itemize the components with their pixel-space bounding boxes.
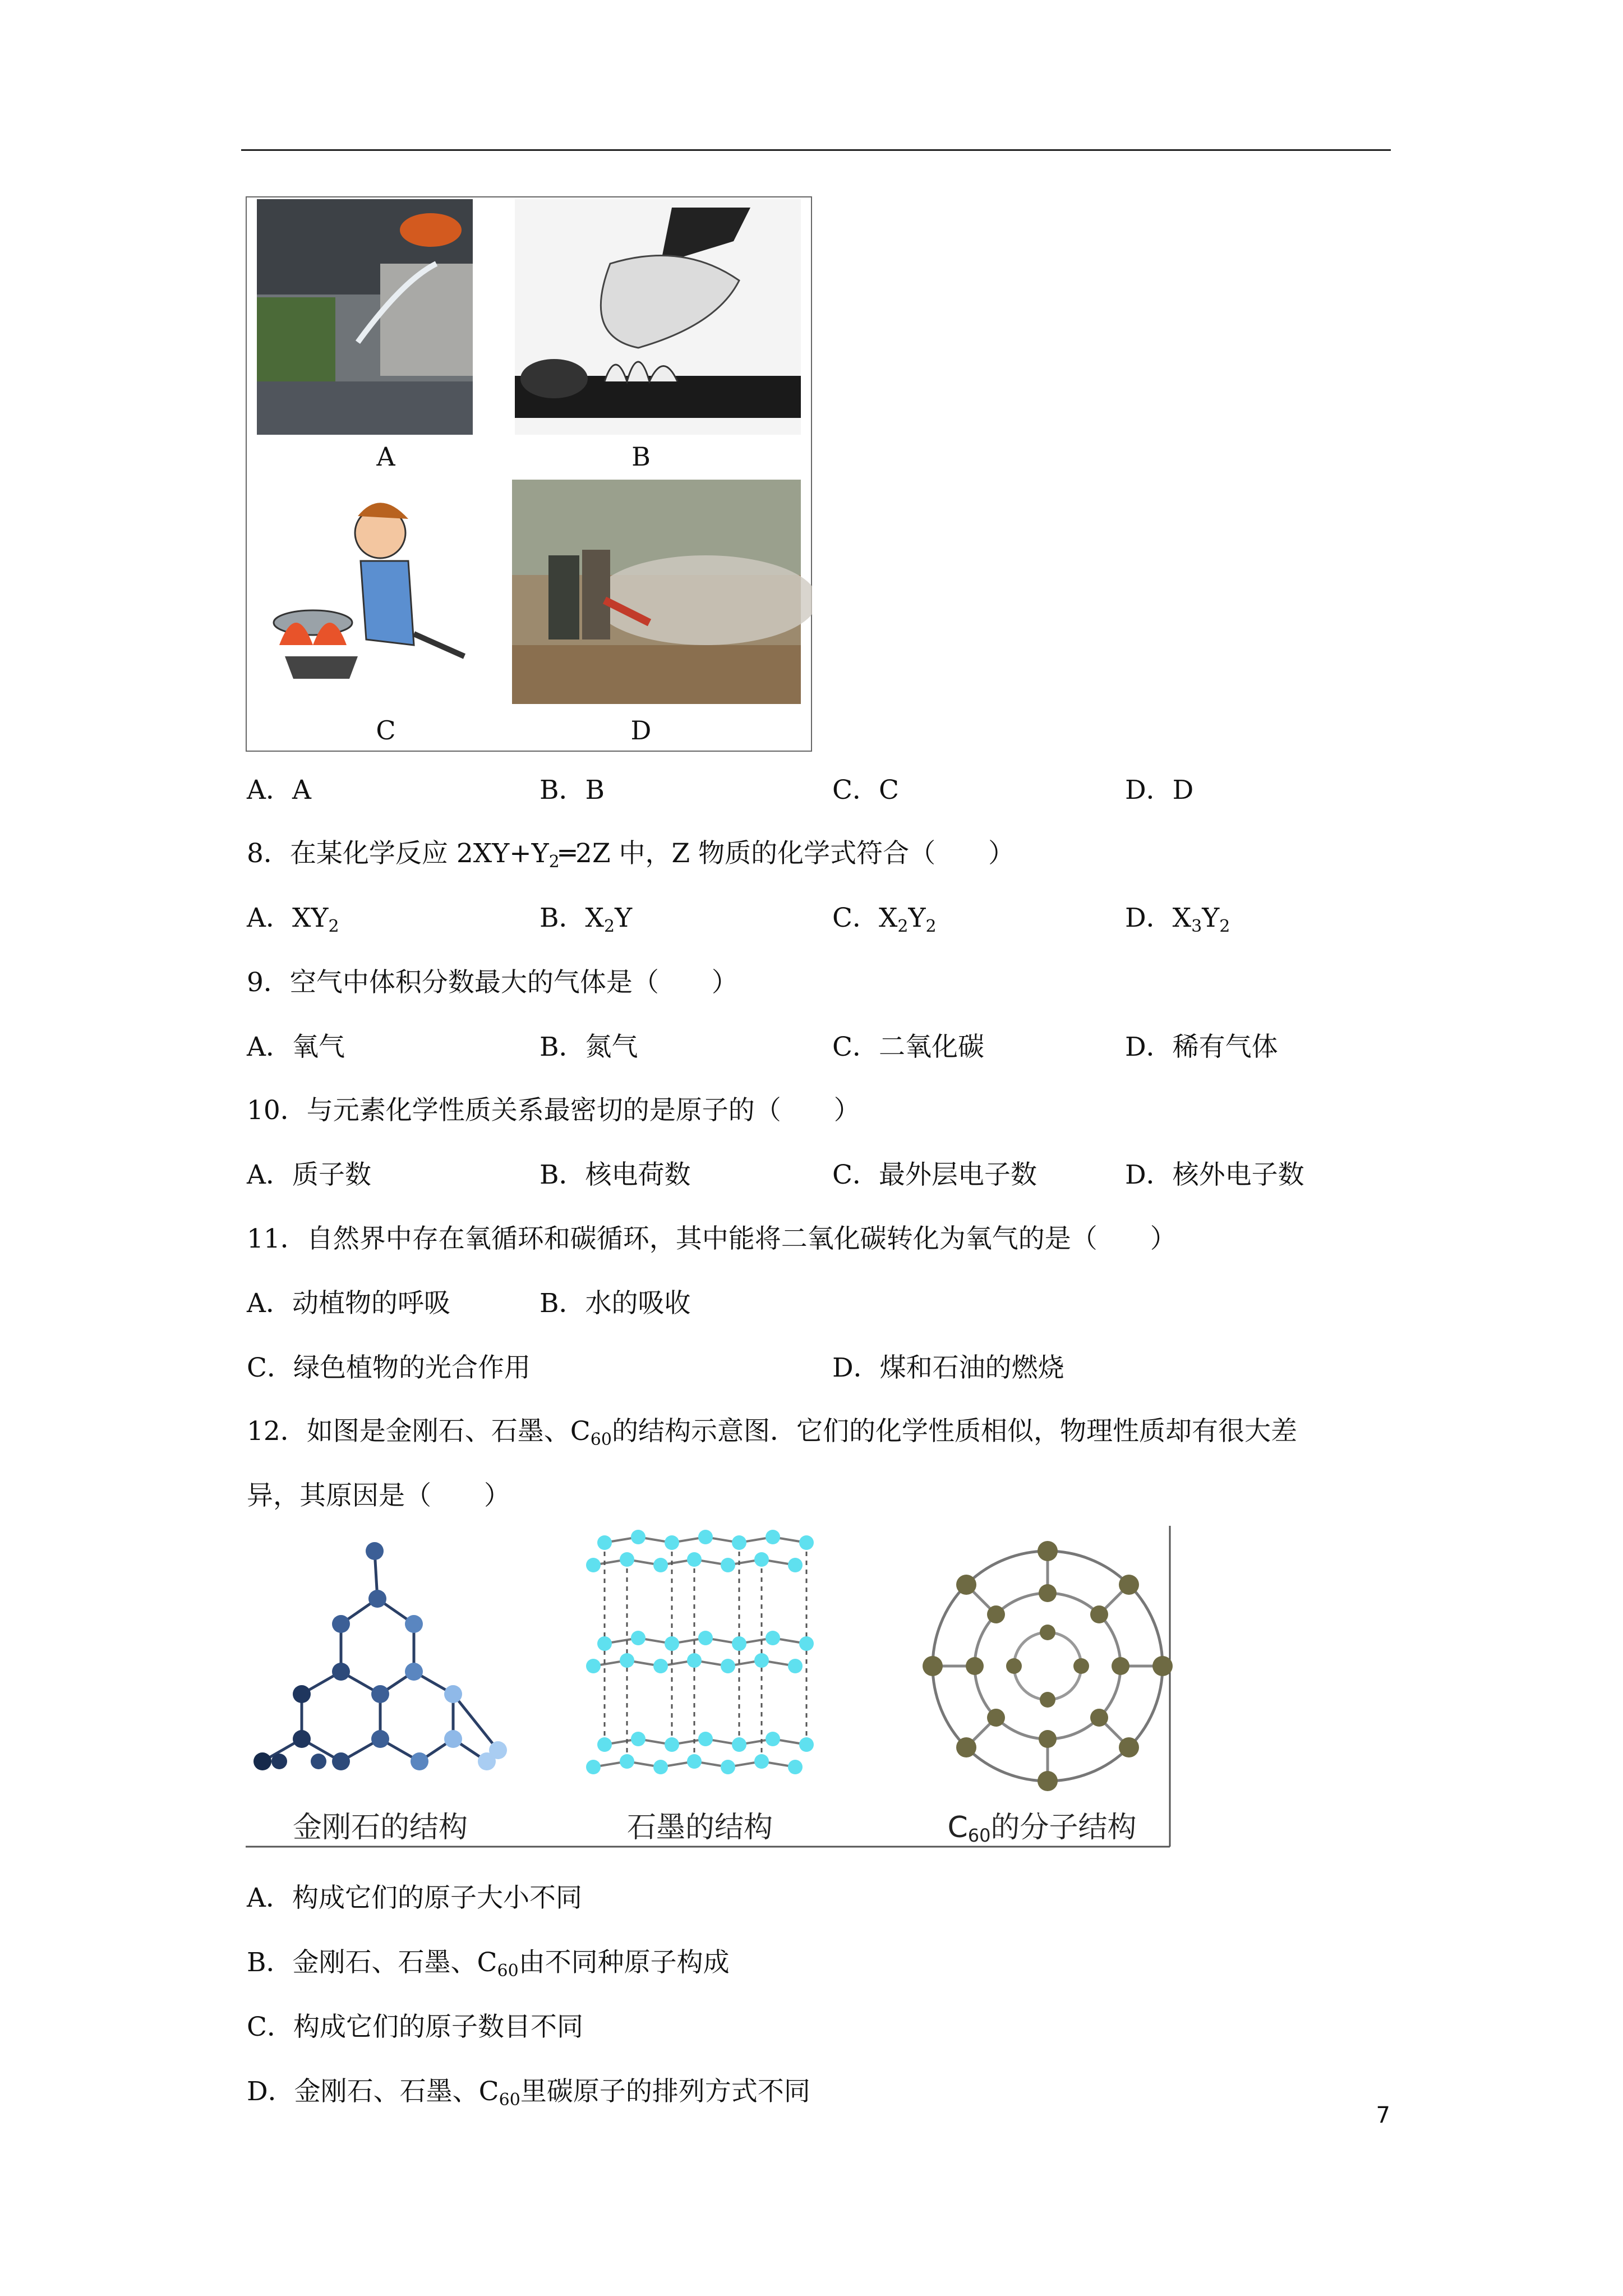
q7-option-d[interactable]: D．D: [1125, 775, 1194, 806]
caption-c60: C60的分子结构: [947, 1811, 1137, 1846]
question-12-stem-line2: 异，其原因是（ ）: [247, 1480, 510, 1511]
q8-option-c[interactable]: C．$X_2Y_2$: [832, 903, 937, 936]
q9-option-d[interactable]: D．稀有气体: [1125, 1032, 1278, 1062]
q12-option-c[interactable]: C．构成它们的原子数目不同: [247, 2012, 583, 2042]
q11-option-b[interactable]: B．水的吸收: [540, 1288, 691, 1319]
q10-option-d[interactable]: D．核外电子数: [1125, 1159, 1304, 1190]
q9-option-b[interactable]: B．氮气: [540, 1032, 638, 1062]
q11-option-a[interactable]: A．动植物的呼吸: [247, 1288, 450, 1319]
q8-option-a[interactable]: A．$XY_2$: [247, 903, 339, 936]
q7-option-a[interactable]: A．A: [247, 775, 311, 806]
caption-diamond: 金刚石的结构: [292, 1811, 468, 1844]
q7-option-b[interactable]: B．B: [540, 775, 605, 806]
q9-option-a[interactable]: A．氧气: [247, 1032, 345, 1062]
diamond-atoms: [253, 1542, 507, 1770]
photo-a-fire-hose: [257, 199, 473, 435]
figure-label-d: D: [630, 715, 652, 746]
carbon-structures-figure: [246, 1526, 1174, 1851]
question-11-stem: 11．自然界中存在氧循环和碳循环，其中能将二氧化碳转化为氧气的是（ ）: [247, 1223, 1177, 1254]
c60-structure: [923, 1541, 1173, 1791]
figure-label-c: C: [376, 715, 396, 746]
q10-option-c[interactable]: C．最外层电子数: [832, 1159, 1037, 1190]
question-12-stem-line1: 12．如图是金刚石、石墨、$C_{60}$的结构示意图．它们的化学性质相似，物理性质却有很大差: [247, 1416, 1297, 1450]
cartoon-c-pan-lid: [257, 480, 492, 715]
q10-option-a[interactable]: A．质子数: [247, 1159, 371, 1190]
photo-d-forest-fire: [512, 480, 812, 704]
caption-graphite: 石墨的结构: [626, 1811, 773, 1844]
question-10-stem: 10．与元素化学性质关系最密切的是原子的（ ）: [247, 1095, 860, 1126]
q12-option-d[interactable]: D．金刚石、石墨、$C_{60}$里碳原子的排列方式不同: [247, 2076, 810, 2110]
figure-label-b: B: [631, 441, 651, 472]
q11-option-d[interactable]: D．煤和石油的燃烧: [832, 1352, 1064, 1383]
drawing-b-cloth-over-fire: [515, 199, 801, 435]
question-8-stem: 8．在某化学反应 $2XY+Y_2═2Z$ 中，Z 物质的化学式符合（ ）: [247, 838, 1015, 872]
q9-option-c[interactable]: C．二氧化碳: [832, 1032, 984, 1062]
header-rule: [241, 149, 1391, 151]
diamond-structure: [262, 1551, 498, 1761]
q12-option-b[interactable]: B．金刚石、石墨、$C_{60}$由不同种原子构成: [247, 1947, 730, 1981]
fire-figure: [246, 196, 812, 752]
q8-option-d[interactable]: D．$X_3Y_2$: [1125, 903, 1230, 936]
question-9-stem: 9．空气中体积分数最大的气体是（ ）: [247, 967, 738, 998]
q11-option-c[interactable]: C．绿色植物的光合作用: [247, 1352, 531, 1383]
q7-option-c[interactable]: C．C: [832, 775, 899, 806]
q8-option-b[interactable]: B．$X_2Y$: [540, 903, 633, 936]
q10-option-b[interactable]: B．核电荷数: [540, 1159, 691, 1190]
figure-label-a: A: [376, 441, 395, 472]
page-number: 7: [1376, 2102, 1390, 2128]
q12-option-a[interactable]: A．构成它们的原子大小不同: [247, 1883, 582, 1913]
graphite-structure: [586, 1530, 814, 1774]
